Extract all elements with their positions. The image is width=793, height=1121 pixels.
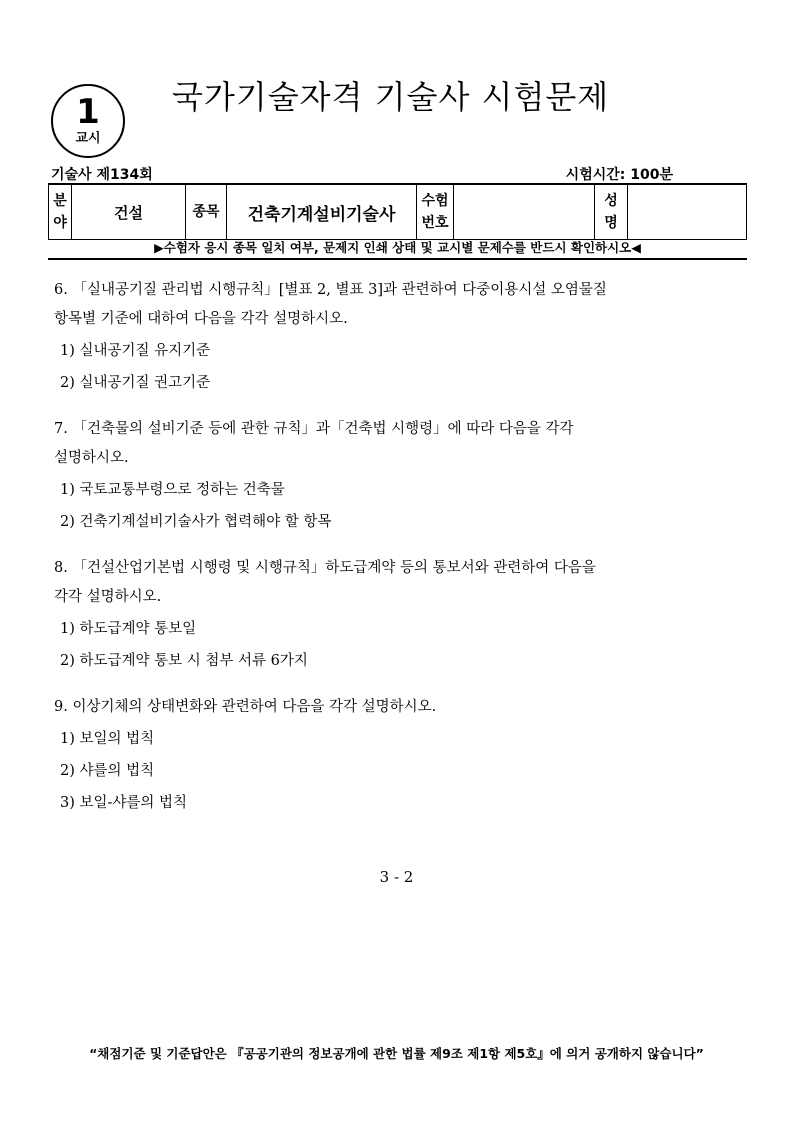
exam-round: 기술사 제134회 bbox=[51, 167, 153, 183]
category-value: 건축기계설비기술사 bbox=[227, 184, 417, 240]
exam-time: 시험시간: 100분 bbox=[565, 167, 673, 183]
question-text: 8. 「건설산업기본법 시행령 및 시행규칙」하도급계약 등의 통보서와 관련하여 다음을 각각 설명하시오. bbox=[54, 560, 596, 605]
list-item: 1) 보일의 법칙 bbox=[60, 731, 155, 747]
notice: ▶수험자 응시 종목 일치 여부, 문제지 인쇄 상태 및 교시별 문제수를 반드시 확인하시오◀ bbox=[48, 238, 747, 260]
exam-number-label: 수험 번호 bbox=[417, 184, 454, 240]
field-value: 건설 bbox=[72, 184, 186, 240]
question-9 bbox=[54, 693, 754, 818]
page-number: 3 - 2 bbox=[379, 868, 414, 886]
list-item: 2) 실내공기질 권고기준 bbox=[60, 375, 211, 391]
footer-disclaimer: “채점기준 및 기준답안은 『공공기관의 정보공개에 관한 법률 제9조 제1항 제5호』에 의거 공개하지 않습니다” bbox=[89, 1046, 704, 1061]
question-text: 9. 이상기체의 상태변화와 관련하여 다음을 각각 설명하시오. bbox=[54, 699, 437, 715]
info-table bbox=[48, 183, 747, 240]
session-label: 교시 bbox=[75, 131, 101, 146]
list-item: 1) 실내공기질 유지기준 bbox=[60, 343, 211, 359]
session-number: 1 bbox=[76, 92, 100, 132]
question-7 bbox=[54, 415, 754, 537]
question-6 bbox=[54, 276, 754, 398]
question-text: 6. 「실내공기질 관리법 시행규칙」[별표 2, 별표 3]과 관련하여 다중이용시설 오염물질 항목별 기준에 대하여 다음을 각각 설명하시오. bbox=[54, 282, 607, 327]
list-item: 3) 보일-샤를의 법칙 bbox=[60, 795, 188, 811]
name-label: 성 명 bbox=[595, 184, 628, 240]
exam-number-field[interactable] bbox=[454, 184, 595, 240]
field-label: 분 야 bbox=[49, 184, 72, 240]
session-badge bbox=[51, 84, 125, 158]
category-label: 종목 bbox=[186, 184, 227, 240]
question-8 bbox=[54, 554, 754, 676]
list-item: 2) 샤를의 법칙 bbox=[60, 763, 155, 779]
name-field[interactable] bbox=[628, 184, 747, 240]
question-text: 7. 「건축물의 설비기준 등에 관한 규칙」과「건축법 시행령」에 따라 다음을 각각 설명하시오. bbox=[54, 421, 574, 466]
list-item: 2) 하도급계약 통보 시 첨부 서류 6가지 bbox=[60, 653, 308, 669]
page-title: 국가기술자격 기술사 시험문제 bbox=[172, 78, 610, 116]
list-item: 1) 국토교통부령으로 정하는 건축물 bbox=[60, 482, 285, 498]
list-item: 2) 건축기계설비기술사가 협력해야 할 항목 bbox=[60, 514, 332, 530]
list-item: 1) 하도급계약 통보일 bbox=[60, 621, 197, 637]
questions bbox=[54, 276, 754, 835]
